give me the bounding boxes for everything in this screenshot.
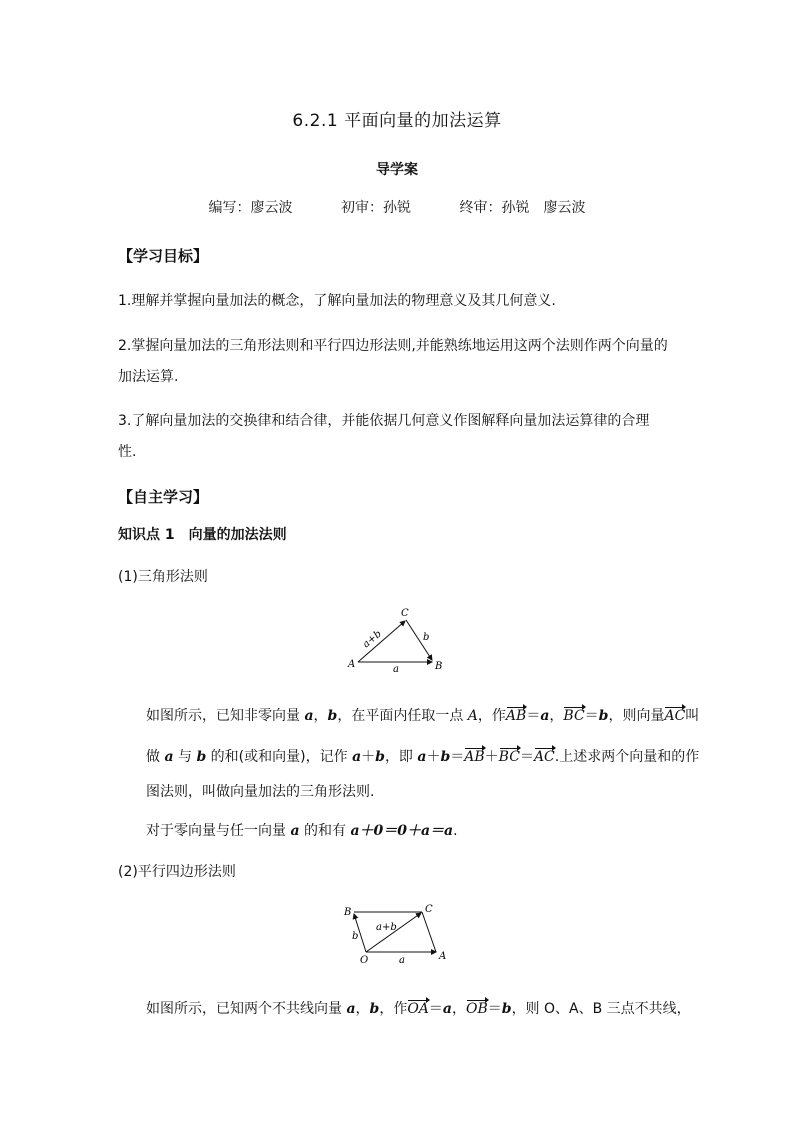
- text: ＝: [450, 749, 465, 765]
- triangle-rule-label: (1)三角形法则: [118, 569, 208, 585]
- text: ＝: [526, 708, 541, 724]
- text: ＝: [487, 1001, 502, 1017]
- objectives-heading: 【学习目标】: [118, 247, 209, 265]
- point-a-label: A: [439, 951, 447, 962]
- text: .: [453, 823, 458, 839]
- side-ca-line: [422, 912, 436, 952]
- text: .上述求两个向量和的作: [554, 749, 700, 765]
- text: ，在平面内任取一点: [337, 708, 468, 724]
- triangle-rule-figure: [340, 604, 450, 676]
- paragraph-1-line-2: [146, 746, 699, 766]
- text: ，: [452, 1001, 466, 1017]
- objective-3-line1: 3.了解向量加法的交换律和结合律，并能依据几何意义作图解释向量加法运算律的合理: [118, 413, 650, 429]
- text: ＝: [519, 749, 534, 765]
- symbol-b: b: [440, 749, 451, 765]
- text: ，则向量: [608, 708, 665, 724]
- text: ，: [549, 708, 564, 724]
- text: 与: [173, 749, 197, 765]
- vector-oa: OA: [407, 1001, 429, 1017]
- point-a-label: A: [348, 659, 356, 670]
- vector-ab: AB: [464, 749, 485, 765]
- point-o-label: O: [360, 955, 369, 966]
- vector-sum-label: a+b: [376, 922, 397, 933]
- vector-b-label: b: [423, 632, 430, 643]
- symbol-b: b: [196, 749, 207, 765]
- objective-2-line2: 加法运算.: [118, 369, 179, 385]
- symbol-b: b: [369, 1001, 380, 1017]
- knowledge-point-1-title: 知识点 1 向量的加法法则: [118, 527, 287, 543]
- self-study-heading: 【自主学习】: [118, 488, 209, 506]
- text: ＋: [361, 749, 376, 765]
- symbol-a: a: [346, 1001, 356, 1017]
- text: 的和有: [299, 823, 351, 839]
- zero-vector-expression: a＋0＝0＋a＝a: [350, 823, 454, 839]
- point-b-label: B: [344, 907, 352, 918]
- vector-a-label: a: [393, 664, 399, 675]
- paragraph-3: [146, 998, 691, 1018]
- point-b-label: B: [435, 661, 443, 672]
- vector-ob: OB: [466, 1001, 488, 1017]
- symbol-a: a: [164, 749, 174, 765]
- symbol-point-a: A: [467, 708, 478, 724]
- author-writer: 编写：廖云波: [208, 200, 293, 216]
- text: ，作: [379, 1001, 408, 1017]
- vector-ac: AC: [533, 749, 555, 765]
- paragraph-2: [146, 820, 458, 840]
- text: ，则 O、A、B 三点不共线，: [511, 1001, 691, 1017]
- text: ，即: [384, 749, 418, 765]
- authors-line: [0, 197, 794, 217]
- objective-3-line2: 性.: [118, 444, 137, 460]
- text: 的和(或和向量)，记作: [206, 749, 353, 765]
- vector-bc: BC: [498, 749, 520, 765]
- text: ，: [313, 708, 328, 724]
- point-c-label: C: [401, 608, 409, 619]
- text: 叫: [685, 708, 700, 724]
- objective-1: 1.理解并掌握向量加法的概念，了解向量加法的物理意义及其几何意义.: [118, 293, 556, 309]
- page-subtitle: 导学案: [376, 162, 418, 178]
- symbol-b: b: [327, 708, 338, 724]
- symbol-b: b: [501, 1001, 512, 1017]
- parallelogram-rule-figure: [338, 900, 454, 968]
- text: ＝: [428, 1001, 443, 1017]
- text: 如图所示，已知两个不共线向量: [146, 1001, 347, 1017]
- symbol-a: a: [540, 708, 550, 724]
- objective-2-line1: 2.掌握向量加法的三角形法则和平行四边形法则,并能熟练地运用这两个法则作两个向量的: [118, 338, 668, 354]
- paragraph-1-line-3: 图法则，叫做向量加法的三角形法则.: [146, 784, 375, 800]
- text: 如图所示，已知非零向量: [146, 708, 305, 724]
- text: ＝: [584, 708, 599, 724]
- vector-ac: AC: [664, 708, 686, 724]
- text: ＋: [484, 749, 499, 765]
- text: ，作: [477, 708, 506, 724]
- vector-ab: AB: [505, 708, 527, 724]
- symbol-a: a: [417, 749, 427, 765]
- vector-bc: BC: [563, 708, 585, 724]
- symbol-a: a: [442, 1001, 452, 1017]
- text: 做: [146, 749, 165, 765]
- text: 对于零向量与任一向量: [146, 823, 291, 839]
- vector-sum-label: a+b: [360, 628, 384, 651]
- vector-b-label: b: [352, 931, 359, 942]
- symbol-a: a: [304, 708, 314, 724]
- paragraph-1-line-1: [146, 705, 699, 725]
- parallelogram-rule-label: (2)平行四边形法则: [118, 864, 236, 880]
- vector-a-label: a: [399, 955, 405, 966]
- symbol-a: a: [290, 823, 300, 839]
- symbol-b: b: [375, 749, 385, 765]
- text: ＋: [426, 749, 441, 765]
- author-first-review: 初审：孙锐: [341, 200, 411, 216]
- symbol-a: a: [352, 749, 362, 765]
- point-c-label: C: [425, 904, 433, 915]
- author-final-review: 终审：孙锐 廖云波: [459, 200, 586, 216]
- page-title: 6.2.1 平面向量的加法运算: [292, 111, 502, 131]
- text: ，: [355, 1001, 370, 1017]
- symbol-b: b: [598, 708, 609, 724]
